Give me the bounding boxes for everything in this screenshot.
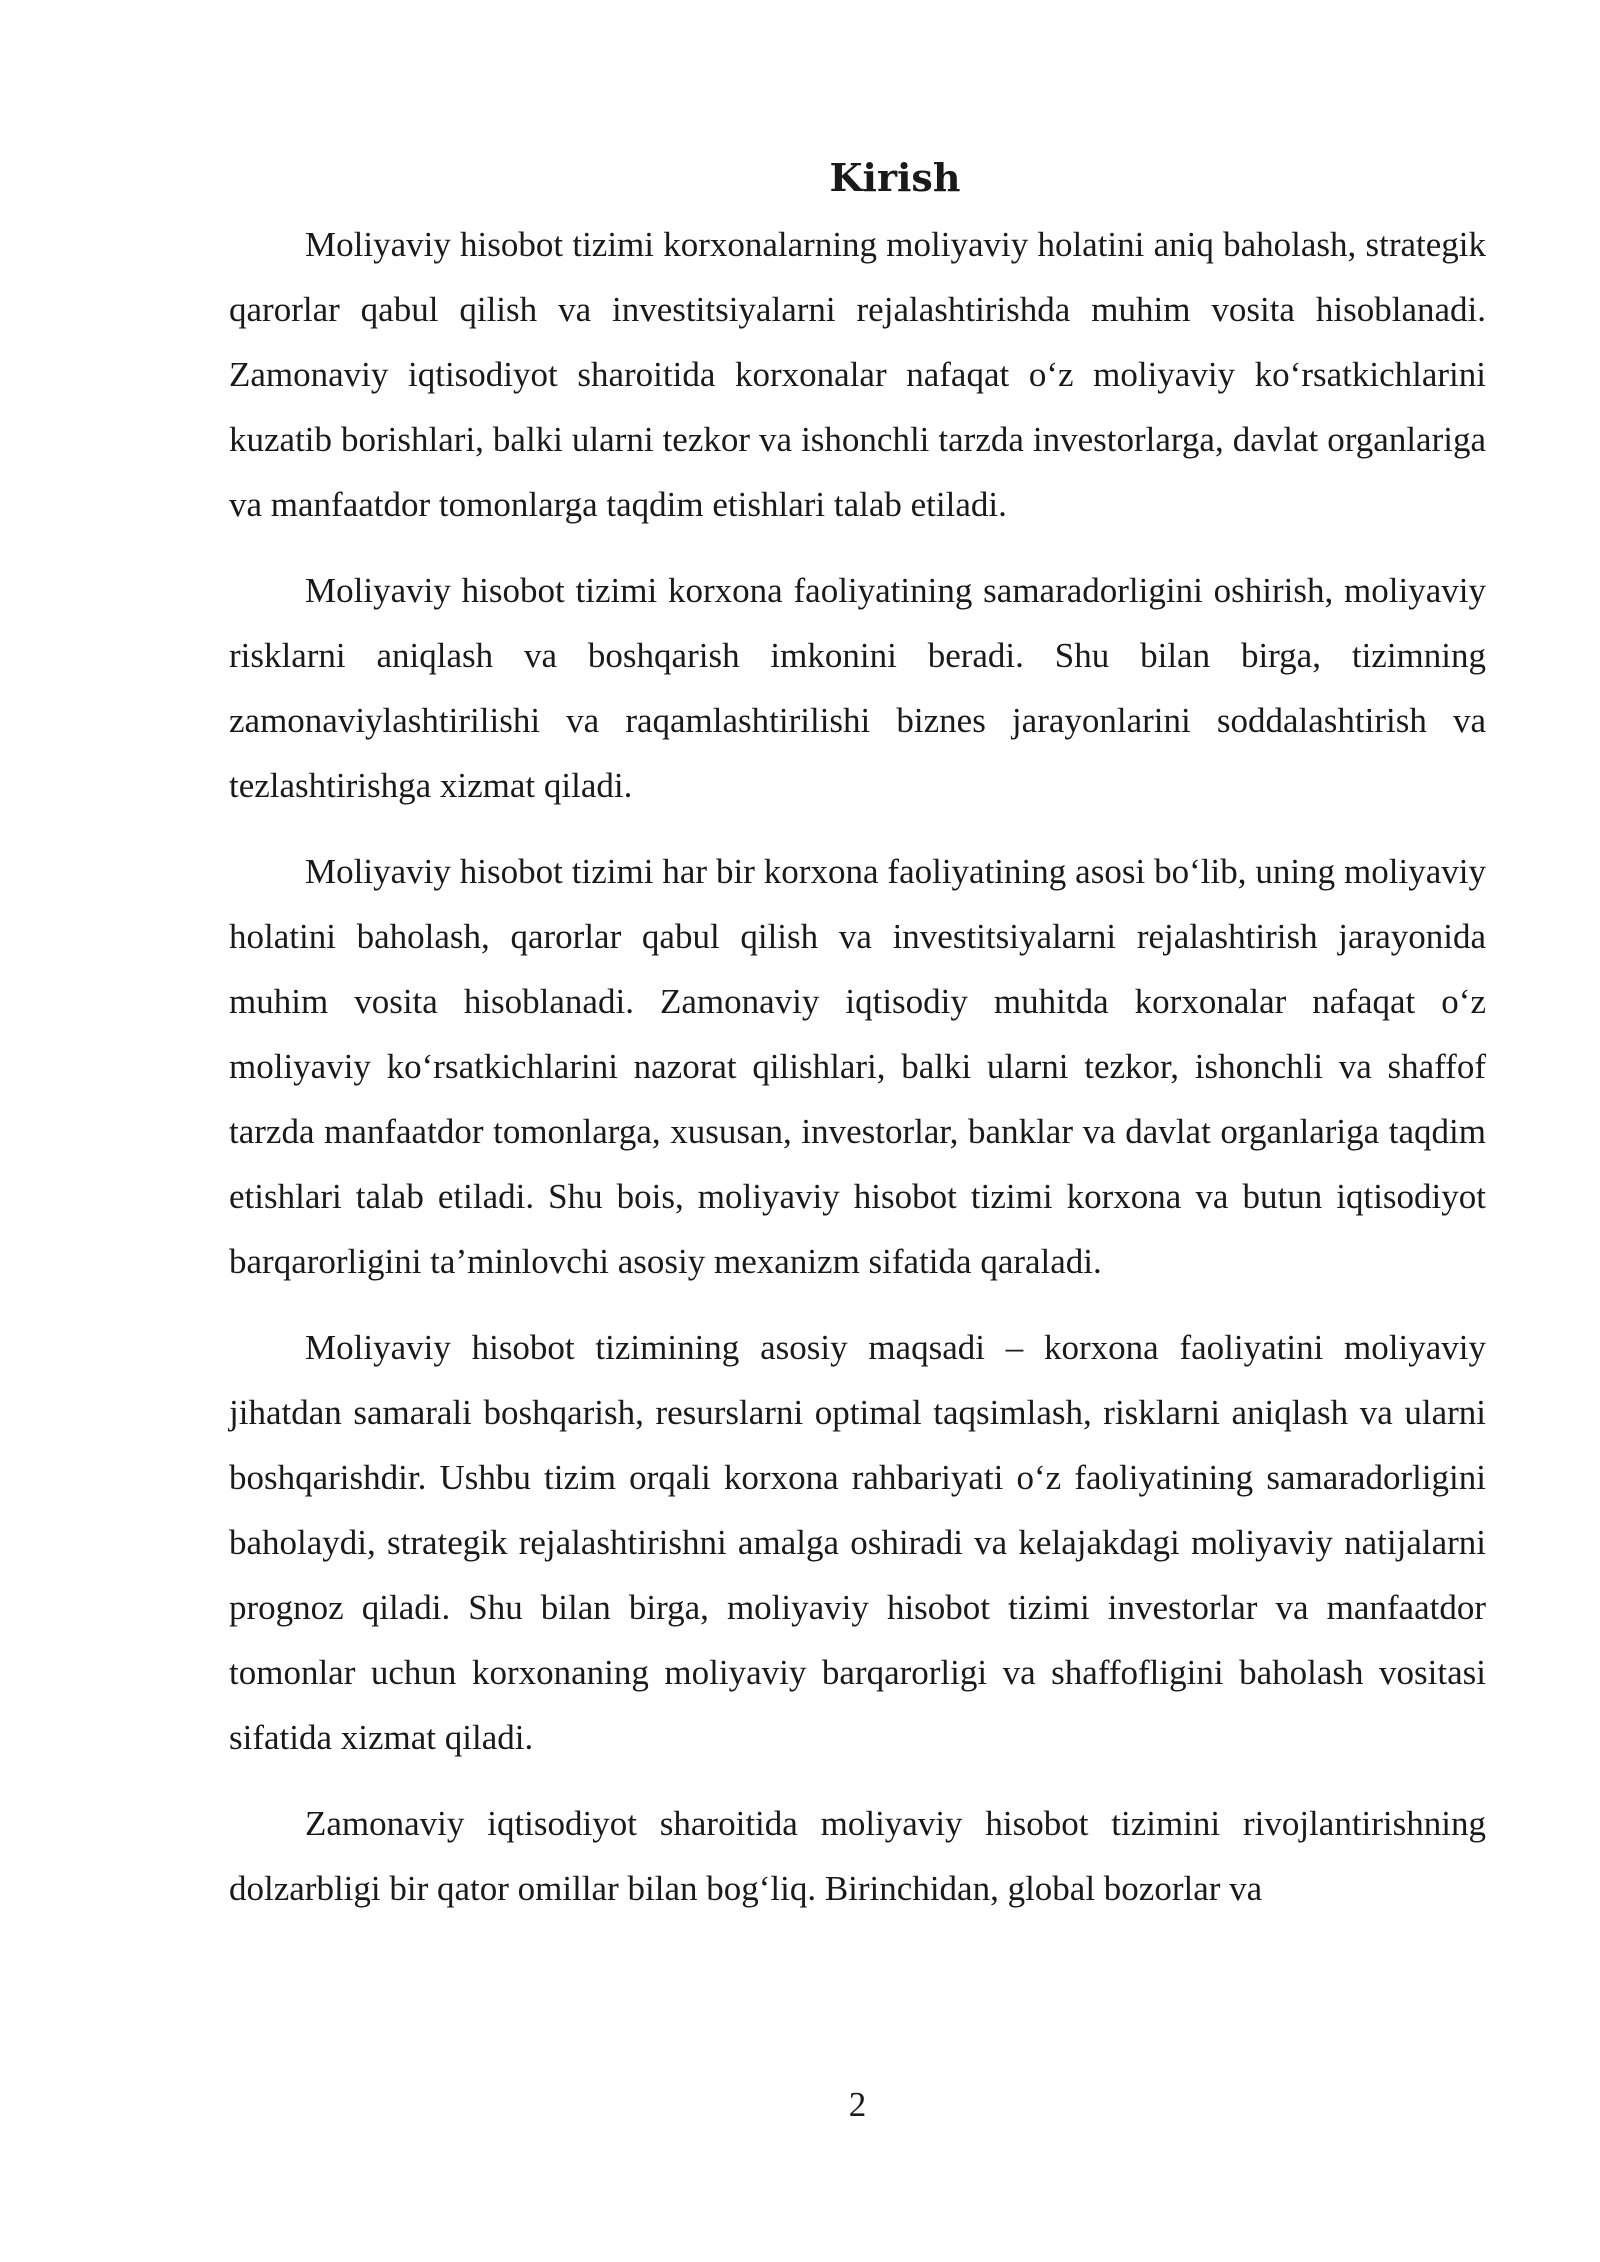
paragraph-4: Moliyaviy hisobot tizimining asosiy maqsadi – korxona faoliyatini moliyaviy jihatdan samarali boshqarish, resurslarni optimal taqsimlash, risklarni aniqlash va ularni boshqarishdir. Ushbu tizim orqali korxona rahbariyati o‘z faoliyatining samaradorligini baholaydi, strategik rejalashtirishni amalga oshiradi va kelajakdagi moliyaviy natijalarni prognoz qiladi. Shu bilan birga, moliyaviy hisobot tizimi investorlar va manfaatdor tomonlar uchun korxonaning moliyaviy barqarorligi va shaffofligini baholash vositasi sifatida xizmat qiladi. (229, 1328, 1486, 1757)
paragraph-1: Moliyaviy hisobot tizimi korxonalarning moliyaviy holatini aniq baholash, strategik qarorlar qabul qilish va investitsiyalarni rejalashtirishda muhim vosita hisoblanadi. Zamonaviy iqtisodiyot sharoitida korxonalar nafaqat o‘z moliyaviy ko‘rsatkichlarini kuzatib borishlari, balki ularni tezkor va ishonchli tarzda investorlarga, davlat organlariga va manfaatdor tomonlarga taqdim etishlari talab etiladi. (229, 225, 1486, 524)
paragraph-5: Zamonaviy iqtisodiyot sharoitida moliyaviy hisobot tizimini rivojlantirishning dolzarbligi bir qator omillar bilan bog‘liq. Birinchidan, global bozorlar va (229, 1804, 1486, 1908)
paragraph-2: Moliyaviy hisobot tizimi korxona faoliyatining samaradorligini oshirish, moliyaviy risklarni aniqlash va boshqarish imkonini beradi. Shu bilan birga, tizimning zamonaviylashtirilishi va raqamlashtirilishi biznes jarayonlarini soddalashtirish va tezlashtirishga xizmat qiladi. (229, 571, 1486, 805)
section-title-text: Kirish (829, 155, 961, 200)
page-number: 2 (848, 2085, 867, 2124)
paragraph-3: Moliyaviy hisobot tizimi har bir korxona faoliyatining asosi bo‘lib, uning moliyaviy holatini baholash, qarorlar qabul qilish va investitsiyalarni rejalashtirish jarayonida muhim vosita hisoblanadi. Zamonaviy iqtisodiy muhitda korxonalar nafaqat o‘z moliyaviy ko‘rsatkichlarini nazorat qilishlari, balki ularni tezkor, ishonchli va shaffof tarzda manfaatdor tomonlarga, xususan, investorlar, banklar va davlat organlariga taqdim etishlari talab etiladi. Shu bois, moliyaviy hisobot tizimi korxona va butun iqtisodiyot barqarorligini ta’minlovchi asosiy mexanizm sifatida qaraladi. (229, 852, 1486, 1281)
body-text (229, 212, 1486, 1942)
section-title (0, 150, 1600, 206)
